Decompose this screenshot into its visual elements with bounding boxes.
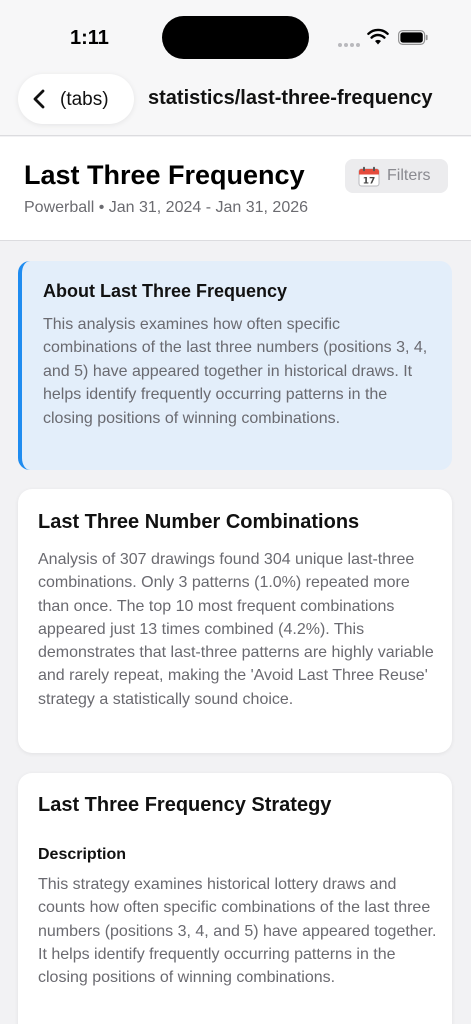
dynamic-island xyxy=(162,16,309,59)
description-heading: Description xyxy=(38,846,127,863)
wifi-icon xyxy=(367,28,389,46)
navigation-bar xyxy=(0,72,471,136)
status-time: 1:11 xyxy=(70,27,109,49)
combinations-card-body: Analysis of 307 drawings found 304 unique last-three combinations. Only 3 patterns (1.0%) repeated more than once. The top 10 most frequent combinations appeared just 13 times combined (4.2%). This demonstrates that last-three patterns are highly variable and rarely repeat, making the 'Avoid Last Three Reuse' strategy a statistically sound choice. xyxy=(38,551,434,708)
page-subtitle: Powerball • Jan 31, 2024 - Jan 31, 2026 xyxy=(24,199,309,216)
cellular-signal-icon xyxy=(338,34,362,52)
combinations-card xyxy=(18,489,452,753)
back-button-label: (tabs) xyxy=(60,89,109,110)
page-header xyxy=(0,137,471,241)
strategy-card xyxy=(18,773,452,1024)
strategy-card-body: This strategy examines historical lottery draws and counts how often specific combinations of the last three numbers (positions 3, 4, and 5) have appeared together. It helps identify frequently occurring patterns in the closing positions of winning combinations. xyxy=(38,876,437,987)
svg-text:17: 17 xyxy=(362,176,376,187)
about-info-card xyxy=(18,261,452,470)
filters-label: Filters xyxy=(387,167,431,184)
info-card-body: This analysis examines how often specific combinations of the last three numbers (positions 3, 4, and 5) have appeared together in historical draws. It helps identify frequently occurring patterns in the closing positions of winning combinations. xyxy=(43,316,428,427)
info-card-title: About Last Three Frequency xyxy=(43,281,288,301)
page-title: Last Three Frequency xyxy=(24,160,305,190)
back-button[interactable] xyxy=(18,74,134,124)
chevron-left-icon xyxy=(32,89,46,109)
status-bar xyxy=(0,0,471,72)
battery-icon xyxy=(398,30,428,45)
filters-button[interactable] xyxy=(345,159,448,193)
combinations-card-title: Last Three Number Combinations xyxy=(38,511,360,533)
strategy-card-title: Last Three Frequency Strategy xyxy=(38,794,332,816)
nav-title: statistics/last-three-frequency xyxy=(148,87,433,109)
calendar-icon xyxy=(358,166,380,187)
